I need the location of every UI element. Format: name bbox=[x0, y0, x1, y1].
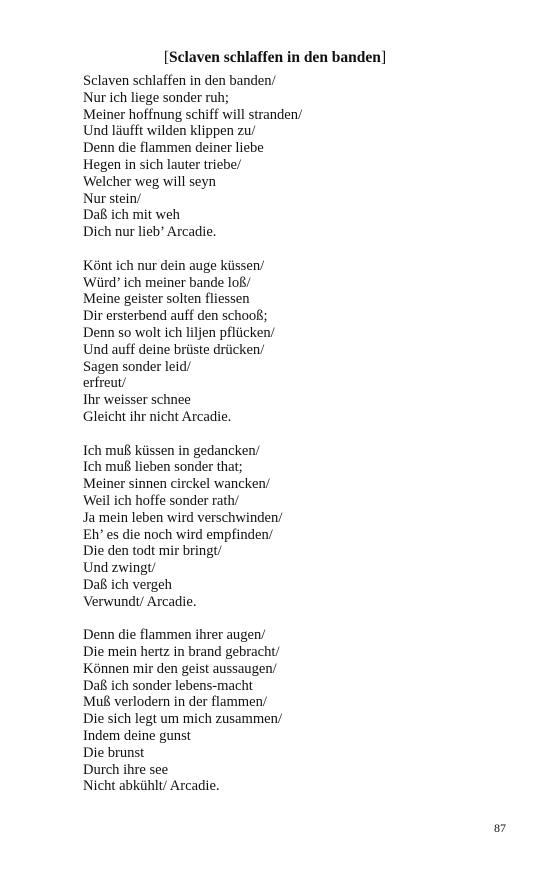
poem-line: Können mir den geist aussaugen/ bbox=[83, 660, 277, 677]
poem-line: Denn so wolt ich liljen pflücken/ bbox=[83, 324, 275, 341]
poem-line: Ja mein leben wird verschwinden/ bbox=[83, 509, 283, 526]
poem-line: Daß ich vergeh bbox=[83, 576, 172, 593]
poem-line: Sclaven schlaffen in den banden/ bbox=[83, 73, 276, 89]
poem-line: Die den todt mir bringt/ bbox=[83, 543, 222, 560]
stanza-4 bbox=[83, 627, 503, 795]
title-text: Sclaven schlaffen in den banden bbox=[169, 49, 381, 66]
page-number: 87 bbox=[494, 821, 506, 835]
poem-line: Ich muß küssen in gedancken/ bbox=[83, 442, 260, 459]
poem-title bbox=[0, 46, 550, 70]
poem-line: Nicht abkühlt/ Arcadie. bbox=[83, 778, 220, 795]
stanza-1 bbox=[83, 73, 503, 241]
poem-line: Denn die flammen ihrer augen/ bbox=[83, 627, 266, 644]
poem-line: Würd’ ich meiner bande loß/ bbox=[83, 274, 251, 291]
poem-line: Die sich legt um mich zusammen/ bbox=[83, 711, 282, 728]
poem-line: Die mein hertz in brand gebracht/ bbox=[83, 644, 280, 661]
poem-body bbox=[83, 73, 503, 812]
poem-line: Nur stein/ bbox=[83, 190, 141, 207]
poem-line: Denn die flammen deiner liebe bbox=[83, 140, 264, 157]
poem-line: Die brunst bbox=[83, 744, 145, 761]
poem-line: Dich nur lieb’ Arcadie. bbox=[83, 224, 217, 241]
poem-line: Könt ich nur dein auge küssen/ bbox=[83, 257, 265, 274]
poem-line: Muß verlodern in der flammen/ bbox=[83, 694, 267, 711]
poem-line: Nur ich liege sonder ruh; bbox=[83, 89, 229, 106]
poem-line: Hegen in sich lauter triebe/ bbox=[83, 156, 242, 173]
poem-line: Und zwingt/ bbox=[83, 560, 156, 577]
poem-line: Sagen sonder leid/ bbox=[83, 358, 191, 375]
poem-line: Gleicht ihr nicht Arcadie. bbox=[83, 408, 232, 425]
poem-line: Verwundt/ Arcadie. bbox=[83, 593, 197, 610]
poem-line: Ich muß lieben sonder that; bbox=[83, 459, 243, 476]
title-open-bracket: [ bbox=[163, 49, 170, 66]
poem-line: Daß ich mit weh bbox=[83, 207, 180, 224]
poem-line: Meine geister solten fliessen bbox=[83, 291, 250, 308]
poem-line: Dir ersterbend auff den schooß; bbox=[83, 308, 268, 325]
poem-line: Ihr weisser schnee bbox=[83, 392, 191, 409]
poem-line: Indem deine gunst bbox=[83, 728, 191, 745]
poem-line: Durch ihre see bbox=[83, 761, 169, 778]
poem-line: erfreut/ bbox=[83, 375, 126, 392]
poem-line: Und läufft wilden klippen zu/ bbox=[83, 123, 256, 140]
poem-line: Und auff deine brüste drücken/ bbox=[83, 341, 265, 358]
poem-line: Eh’ es die noch wird empfinden/ bbox=[83, 526, 273, 543]
poem-line: Meiner hoffnung schiff will stranden/ bbox=[83, 106, 303, 123]
stanza-2 bbox=[83, 258, 503, 426]
poem-line: Daß ich sonder lebens-macht bbox=[83, 677, 253, 694]
stanza-3 bbox=[83, 443, 503, 611]
title-close-bracket: ] bbox=[380, 49, 387, 66]
poem-line: Welcher weg will seyn bbox=[83, 173, 216, 190]
poem-line: Weil ich hoffe sonder rath/ bbox=[83, 492, 239, 509]
poem-line: Meiner sinnen circkel wancken/ bbox=[83, 476, 270, 493]
